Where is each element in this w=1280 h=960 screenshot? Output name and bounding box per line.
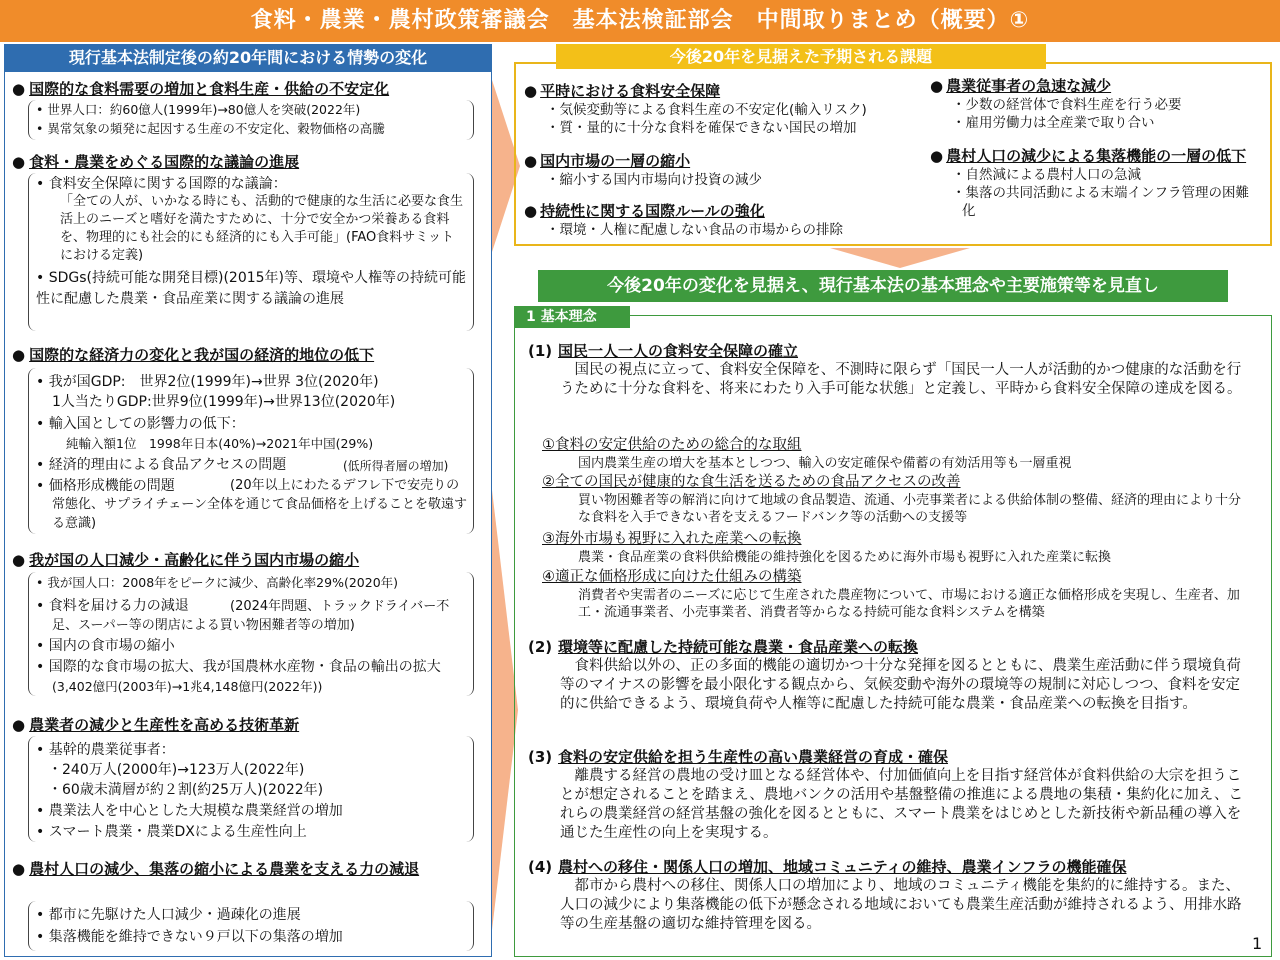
challenge-sub: ・少数の経営体で食料生産を行う必要 (952, 97, 1182, 113)
list-item: 純輸入額1位 1998年日本(40%)→2021年中国(29%) (66, 436, 374, 451)
challenges-header: 今後20年を見据えた予期される課題 (556, 44, 1046, 69)
principle-heading: (3) 食料の安定供給を担う生産性の高い農業経営の育成・確保 (528, 748, 949, 766)
fao-definition: 「全ての人が、いかなる時にも、活動的で健康的な生活に必要な食生活上のニーズと嗜好を満たすために、十分で安全かつ栄養ある食料を、物理的にも社会的にも経済的にも入手可能」(FAO食料サミットにおける定義) (60, 194, 464, 263)
list-note: (3,402億円(2003年)→1兆4,148億円(2022年)) (52, 679, 323, 694)
sub-principle-body: 国内農業生産の増大を基本としつつ、輸入の安定確保や備蓄の有効活用等も一層重視 (578, 456, 1072, 471)
list-item: • 食料を届ける力の減退 (36, 596, 189, 616)
principle-heading: (2) 環境等に配慮した持続可能な農業・食品産業への転換 (528, 638, 919, 656)
challenge-heading: ● 持続性に関する国際ルールの強化 (524, 202, 924, 221)
list-item: • 我が国GDP: 世界2位(1999年)→世界 3位(2020年) (36, 372, 476, 392)
section-heading: ● 国際的な経済力の変化と我が国の経済的地位の低下 (12, 346, 482, 364)
list-item: • 経済的理由による食品アクセスの問題 (36, 455, 286, 475)
section-heading: ● 農村人口の減少、集落の縮小による農業を支える力の減退 (12, 859, 482, 879)
list-item: • スマート農業・農業DXによる生産性向上 (36, 822, 476, 842)
sub-principle-body: 農業・食品産業の食料供給機能の維持強化を図るために海外市場も視野に入れた産業に転換 (578, 550, 1112, 565)
section-heading: ● 農業者の減少と生産性を高める技術革新 (12, 716, 482, 734)
list-item: • SDGs(持続可能な開発目標)(2015年)等、環境や人権等の持続可能性に配慮した農業・食品産業に関する議論の進展 (36, 268, 476, 310)
sub-principle-heading: ④適正な価格形成に向けた仕組みの構築 (542, 569, 802, 585)
challenge-sub: ・環境・人権に配慮しない食品の市場からの排除 (546, 222, 843, 238)
sub-principle-body: 買い物困難者等の解消に向けて地域の食品製造、流通、小売事業者による供給体制の整備、経済的理由により十分な食料を入手できない者を支えるフードバンク等の活動への支援等 (578, 493, 1242, 525)
down-arrow-icon (830, 248, 970, 268)
challenge-sub: ・自然減による農村人口の急減 (952, 167, 1141, 183)
challenge-sub: ・気候変動等による食料生産の不安定化(輸入リスク) (546, 102, 867, 118)
sub-principle-heading: ①食料の安定供給のための総合的な取組 (542, 437, 802, 453)
basic-principles-label: 1 基本理念 (514, 306, 630, 328)
challenge-sub: ・集落の共同活動による末端インフラ管理の困難化 (952, 185, 1249, 219)
list-item: • 国内の食市場の縮小 (36, 636, 476, 656)
sub-principle-body: 消費者や実需者のニーズに応じて生産された農産物について、市場における適正な価格形成を実現し、生産者、加工・流通事業者、小売事業者、消費者等からなる持続可能な食料システムを構築 (578, 588, 1240, 620)
list-item: ・ 240万人(2000年)→123万人(2022年) (48, 760, 488, 780)
sub-principle-heading: ②全ての国民が健康的な食生活を送るための食品アクセスの改善 (542, 474, 961, 490)
section-heading: ● 我が国の人口減少・高齢化に伴う国内市場の縮小 (12, 551, 482, 569)
challenge-item (930, 77, 1260, 132)
challenge-sub: ・雇用労働力は全産業で取り合い (952, 115, 1155, 131)
sub-principle-heading: ③海外市場も視野に入れた産業への転換 (542, 531, 802, 547)
page-title: 食料・農業・農村政策審議会 基本法検証部会 中間取りまとめ（概要）① (0, 0, 1280, 42)
principle-heading: (4) 農村への移住・関係人口の増加、地域コミュニティの維持、農業インフラの機能確保 (528, 858, 1127, 876)
list-item: • 国際的な食市場の拡大、我が国農林水産物・食品の輸出の拡大 (36, 657, 476, 677)
list-item: • 基幹的農業従事者： (36, 740, 476, 760)
list-item: • 集落機能を維持できない９戸以下の集落の増加 (36, 927, 476, 947)
list-item: • 異常気象の頻発に起因する生産の不安定化、穀物価格の高騰 (36, 120, 476, 138)
principle-body: 食料供給以外の、正の多面的機能の適切かつ十分な発揮を図るとともに、農業生産活動に伴う環境負荷等のマイナスの影響を最小限化する観点から、気候変動や海外の環境等の規制に対応しつつ、食料を安定的に供給できるよう、環境負荷や人権等に配慮した持続可能な農業・食品産業への転換を目指す。 (560, 658, 1241, 712)
section-heading: ● 国際的な食料需要の増加と食料生産・供給の不安定化 (12, 80, 482, 98)
challenge-item (524, 202, 924, 239)
list-item: • 輸入国としての影響力の低下： (36, 414, 476, 434)
principle-body: 離農する経営の農地の受け皿となる経営体や、付加価値向上を目指す経営体が食料供給の大宗を担うことが想定されることを踏まえ、農地バンクの活用や基盤整備の推進による農地の集積・集約化に加え、これらの農業経営の経営基盤の強化を図るとともに、スマート農業をはじめとした新技術や新品種の導入を通じた生産性の向上を実現する。 (560, 768, 1243, 841)
section-heading: ● 食料・農業をめぐる国際的な議論の進展 (12, 153, 482, 171)
list-item: • 都市に先駆けた人口減少・過疎化の進展 (36, 905, 476, 925)
list-note: (2024年問題、トラックドライバー不足、スーパー等の閉店による買い物困難者等の増加) (52, 599, 450, 633)
list-item: • 世界人口：約60億人(1999年)→80億人を突破(2022年) (36, 101, 476, 119)
list-item: 1人当たりGDP:世界9位(1999年)→世界13位(2020年) (52, 394, 396, 410)
principle-body: 国民の視点に立って、食料安全保障を、不測時に限らず「国民一人一人が活動的かつ健康的な活動を行うために十分な食料を、将来にわたり入手可能な状態」と定義し、平時から食料安全保障の達成を図る。 (560, 362, 1242, 397)
challenge-heading: ● 国内市場の一層の縮小 (524, 152, 924, 171)
list-item: • 我が国人口：2008年をピークに減少、高齢化率29%(2020年) (36, 574, 476, 592)
challenge-heading: ● 農村人口の減少による集落機能の一層の低下 (930, 146, 1260, 166)
left-header: 現行基本法制定後の約20年間における情勢の変化 (4, 44, 492, 71)
challenge-item (930, 146, 1260, 220)
challenge-item (524, 152, 924, 189)
principle-heading: (1) 国民一人一人の食料安全保障の確立 (528, 342, 799, 360)
list-item: • 農業法人を中心とした大規模な農業経営の増加 (36, 801, 476, 821)
challenge-heading: ● 農業従事者の急速な減少 (930, 77, 1260, 96)
list-item: • 価格形成機能の問題 (36, 476, 175, 496)
challenge-sub: ・縮小する国内市場向け投資の減少 (546, 172, 762, 188)
list-note: (20年以上にわたるデフレ下で安売りの常態化、サプライチェーン全体を通じて食品価格を上げることを敬遠する意識) (52, 478, 467, 531)
page-number: 1 (1252, 934, 1263, 953)
list-note: (低所得者層の増加) (343, 459, 449, 473)
list-item: • 食料安全保障に関する国際的な議論： (36, 174, 476, 194)
review-banner: 今後20年の変化を見据え、現行基本法の基本理念や主要施策等を見直し (538, 270, 1228, 302)
challenge-heading: ● 平時における食料安全保障 (524, 82, 924, 101)
challenge-item (524, 82, 924, 137)
list-item: ・ 60歳未満層が約２割(約25万人)(2022年) (48, 780, 488, 800)
principle-body: 都市から農村への移住、関係人口の増加により、地域のコミュニティ機能を集約的に維持する。また、人口の減少により集落機能の低下が懸念される地域においても農業生産活動が維持されるよう、用排水路等の生産基盤の適切な維持管理を図る。 (560, 878, 1242, 932)
challenge-sub: ・質・量的に十分な食料を確保できない国民の増加 (546, 120, 857, 136)
